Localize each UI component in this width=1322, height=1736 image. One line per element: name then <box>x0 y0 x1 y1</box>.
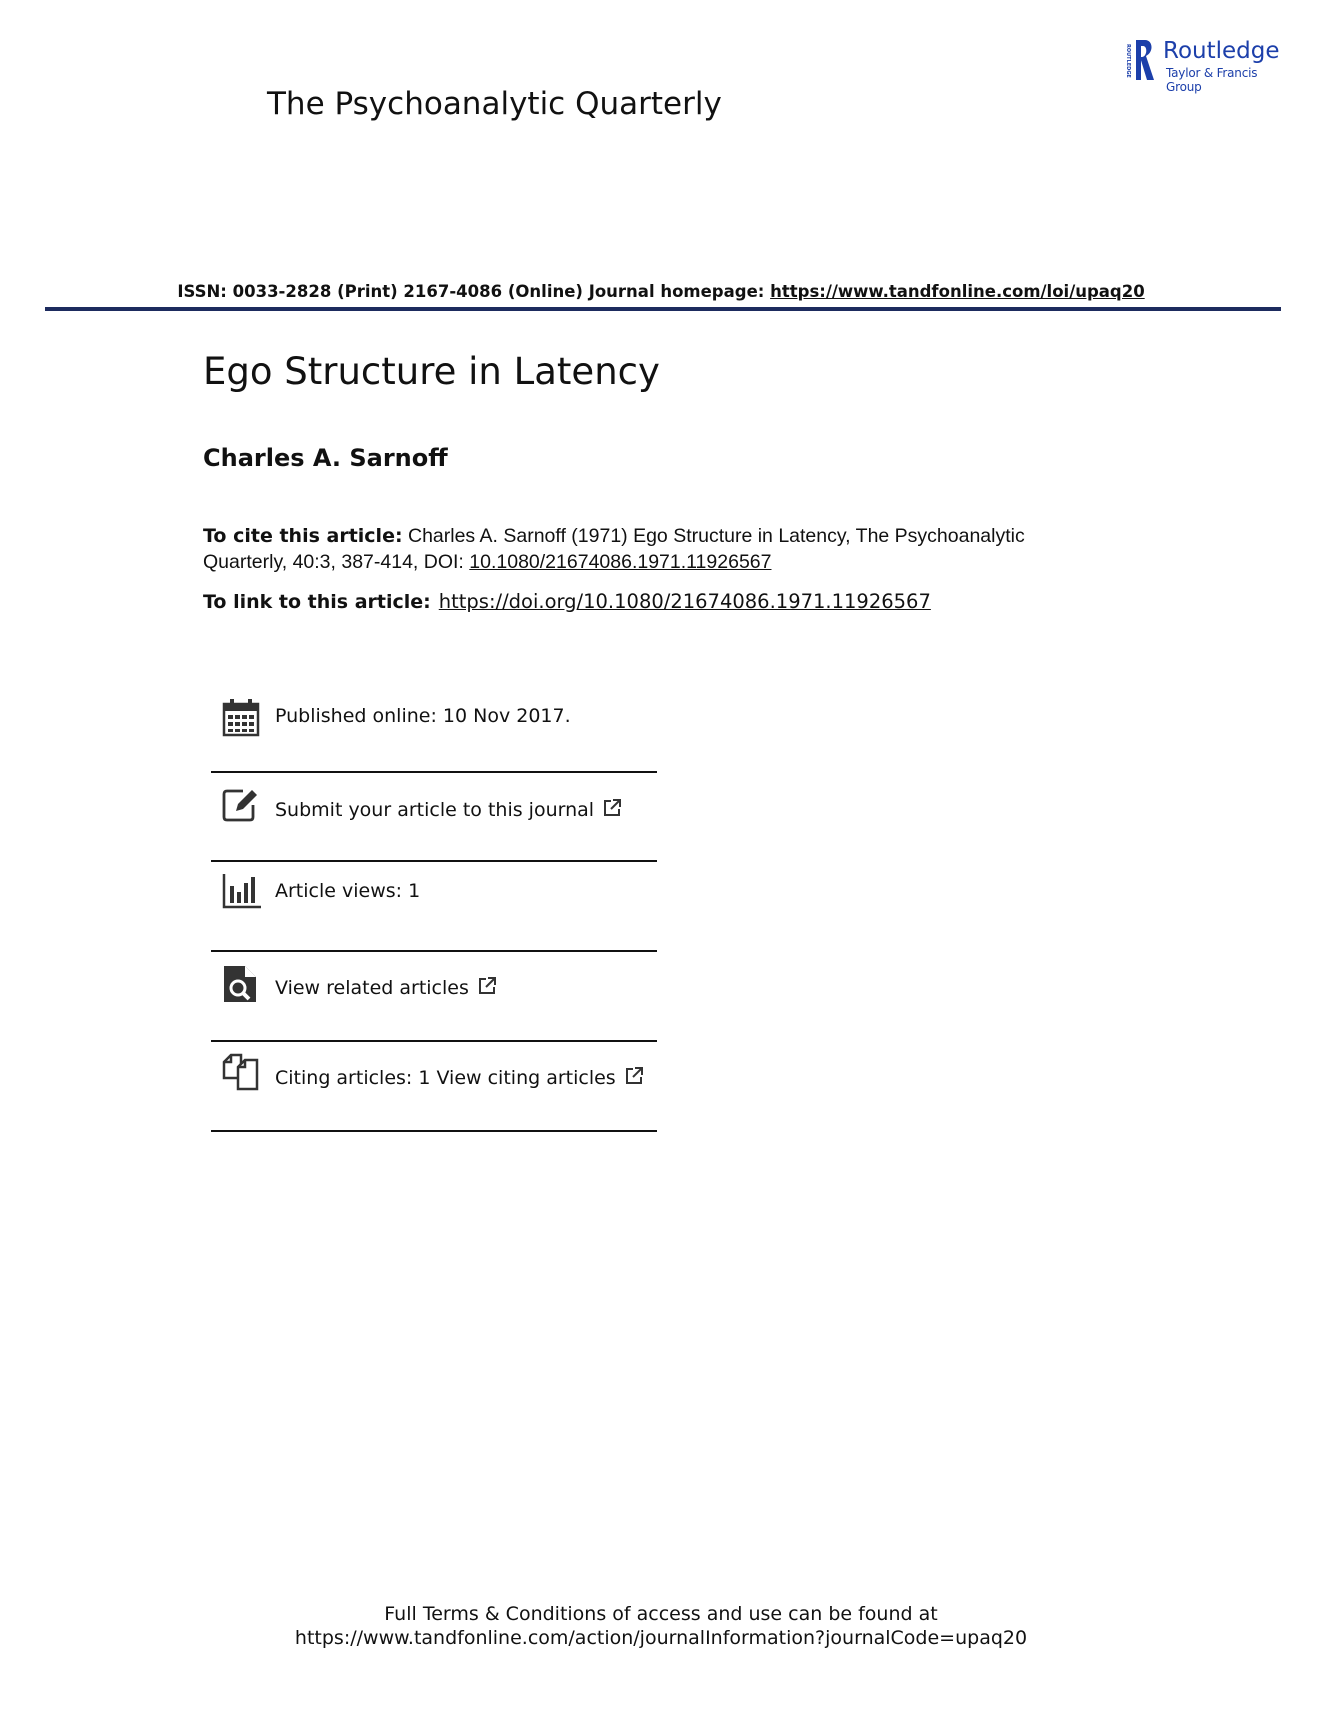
submit-article-link[interactable]: Submit your article to this journal <box>275 798 622 821</box>
row-divider <box>211 771 657 773</box>
routledge-logo-icon <box>1126 38 1156 84</box>
journal-title: The Psychoanalytic Quarterly <box>267 86 722 122</box>
issn-line <box>0 282 1322 301</box>
external-link-icon <box>477 976 497 996</box>
journal-homepage-link[interactable]: https://www.tandfonline.com/loi/upaq20 <box>770 282 1145 301</box>
issn-text: ISSN: 0033-2828 (Print) 2167-4086 (Online) Journal homepage: <box>177 282 771 301</box>
row-divider <box>211 950 657 952</box>
published-online-text: Published online: 10 Nov 2017. <box>275 705 571 727</box>
external-link-icon <box>602 798 622 818</box>
article-link-line <box>203 590 931 613</box>
row-divider <box>211 1040 657 1042</box>
link-label: To link to this article: <box>203 591 431 613</box>
document-search-icon <box>221 964 261 1004</box>
citation-block <box>203 523 1103 575</box>
citing-documents-icon <box>221 1052 261 1092</box>
article-author: Charles A. Sarnoff <box>203 444 448 472</box>
edit-pencil-icon <box>221 785 261 825</box>
logo-vertical-text: ROUTLEDGE <box>1125 44 1131 78</box>
doi-link[interactable]: 10.1080/21674086.1971.11926567 <box>469 551 772 573</box>
header-rule <box>45 307 1281 311</box>
bar-chart-icon <box>221 872 261 912</box>
cite-text: Charles A. Sarnoff (1971) Ego Structure in Latency, The Psychoanalytic Quarterly, 40:3, 387-414, DOI: <box>203 525 1025 573</box>
article-views-text: Article views: 1 <box>275 880 421 902</box>
row-divider <box>211 1130 657 1132</box>
terms-footer <box>0 1602 1322 1650</box>
article-title: Ego Structure in Latency <box>203 350 660 393</box>
calendar-icon <box>221 698 261 738</box>
footer-terms-url[interactable]: https://www.tandfonline.com/action/journalInformation?journalCode=upaq20 <box>294 1627 1028 1649</box>
view-related-articles-link[interactable]: View related articles <box>275 976 497 999</box>
row-divider <box>211 860 657 862</box>
article-doi-url-link[interactable]: https://doi.org/10.1080/21674086.1971.11926567 <box>438 590 931 613</box>
view-citing-articles-link[interactable]: Citing articles: 1 View citing articles <box>275 1066 644 1089</box>
publisher-group: Taylor & Francis Group <box>1166 66 1258 94</box>
publisher-name: Routledge <box>1163 38 1280 64</box>
footer-terms-text: Full Terms & Conditions of access and use can be found at <box>384 1603 938 1625</box>
cite-label: To cite this article: <box>203 525 403 547</box>
external-link-icon <box>624 1066 644 1086</box>
publisher-logo[interactable] <box>1125 38 1286 94</box>
